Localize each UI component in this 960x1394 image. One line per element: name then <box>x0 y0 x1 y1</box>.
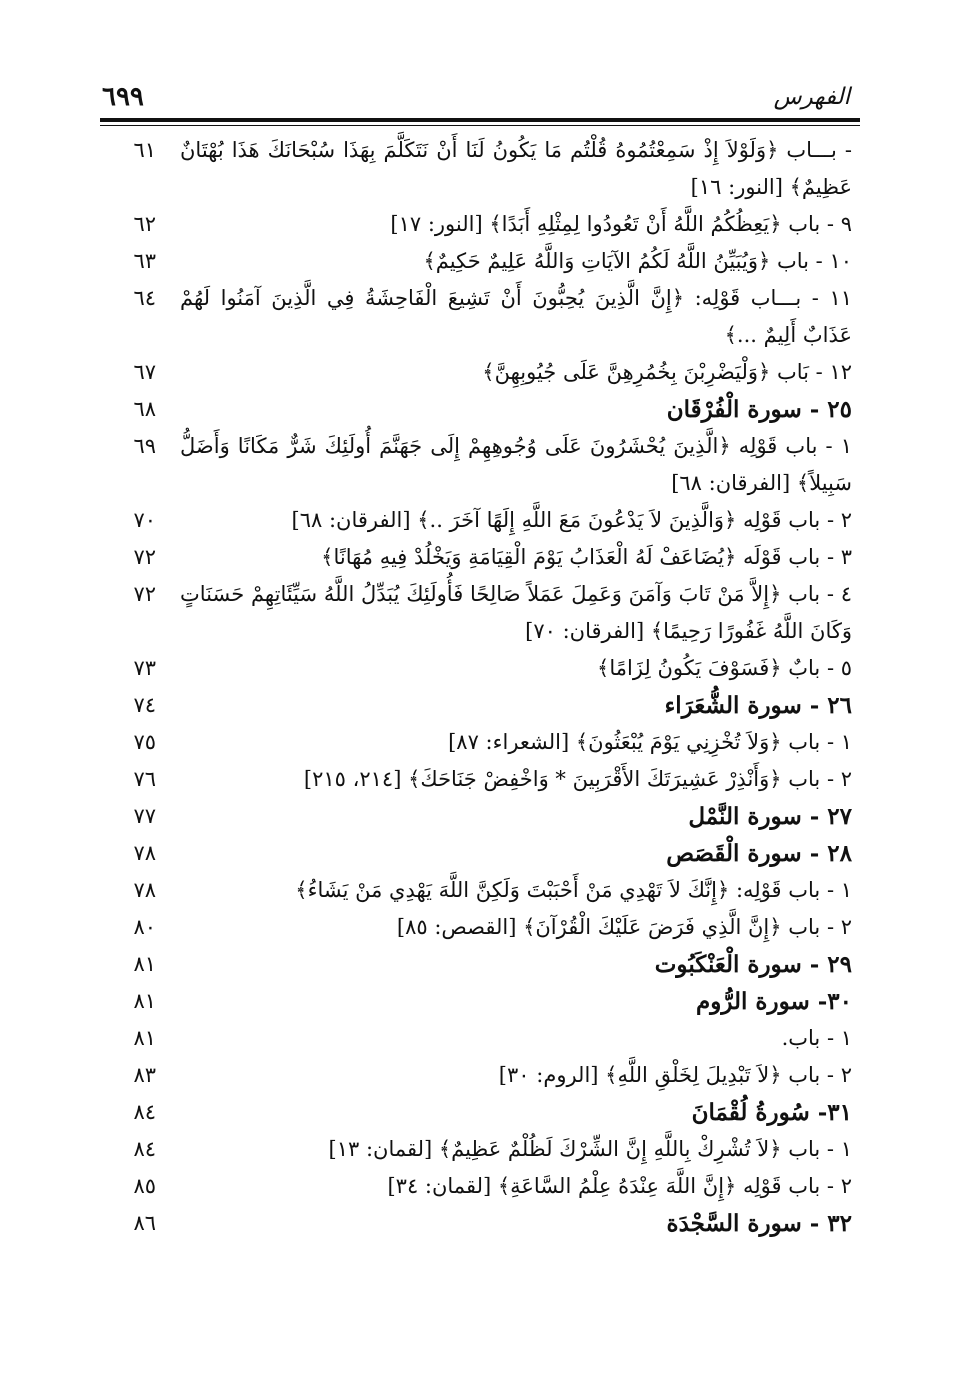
surah-heading-row <box>100 1205 860 1242</box>
index-entry-row <box>100 909 860 946</box>
entry-page-number: ٨٣ <box>133 1063 156 1087</box>
index-entry-row <box>100 1057 860 1094</box>
surah-heading-row <box>100 835 860 872</box>
index-entry-row <box>100 502 860 539</box>
entry-page-number: ٦٨ <box>133 397 156 421</box>
surah-heading-row <box>100 687 860 724</box>
entry-page-number: ٧٣ <box>133 656 156 680</box>
surah-heading-text: ٣٢ - سورة السَّجْدَة <box>666 1210 852 1237</box>
index-entry-row <box>100 243 860 280</box>
index-entry-row <box>100 872 860 909</box>
entry-page-number: ٦٤ <box>133 286 156 310</box>
surah-heading-row <box>100 391 860 428</box>
entry-text: ١٠ - باب ﴿وَيُبَيِّنُ اللَّهُ لَكُمُ الآيَاتِ وَاللَّهُ عَلِيمٌ حَكِيمٌ﴾ <box>423 249 852 273</box>
index-entries <box>100 132 860 1242</box>
entry-page-number: ٧٤ <box>133 693 156 717</box>
entry-text: ٢ - باب ﴿لاَ تَبْدِيلَ لِخَلْقِ اللَّهِ﴾ [الروم: ٣٠] <box>498 1063 852 1087</box>
entry-text: ١٢ - بَاب ﴿وَلْيَضْرِبْنَ بِخُمُرِهِنَّ عَلَى جُيُوبِهِنَّ﴾ <box>482 360 852 384</box>
index-entry-row <box>100 650 860 687</box>
entry-page-number: ٦٧ <box>133 360 156 384</box>
entry-text: ١ - باب قَوْلِه ﴿الَّذِينَ يُحْشَرُونَ عَلَى وُجُوهِهِمْ إِلَى جَهَنَّمَ أُولَئِكَ شَرٌّ مَكَانًا وَأَضَلُّ سَبِيلاً﴾ [الفرقان: ٦٨] <box>180 434 852 495</box>
index-entry-row <box>100 1020 860 1057</box>
entry-page-number: ٨٦ <box>133 1211 156 1235</box>
entry-page-number: ٦١ <box>133 138 156 162</box>
surah-heading-row <box>100 983 860 1020</box>
entry-page-number: ٧٥ <box>133 730 156 754</box>
entry-text: ٢ - باب ﴿وَأَنْذِرْ عَشِيرَتَكَ الأَقْرَبِينَ * وَاخْفِضْ جَنَاحَكَ﴾ [٢١٤، ٢١٥] <box>303 767 852 791</box>
index-entry-row <box>100 132 860 206</box>
surah-heading-row <box>100 1094 860 1131</box>
entry-page-number: ٧٨ <box>133 878 156 902</box>
index-entry-row <box>100 280 860 354</box>
surah-heading-text: ٣١- سُورةُ لُقْمَانَ <box>691 1099 852 1126</box>
entry-text: - بـــاب ﴿وَلَوْلاَ إِذْ سَمِعْتُمُوهُ قُلْتُم مَا يَكُونُ لَنَا أَنْ نَتَكَلَّمَ بِهَذَا سُبْحَانَكَ هَذَا بُهْتَانٌ عَظِيمٌ﴾ [النور: ١٦] <box>180 138 852 199</box>
surah-heading-row <box>100 946 860 983</box>
index-entry-row <box>100 1168 860 1205</box>
entry-page-number: ٨١ <box>133 1026 156 1050</box>
entry-page-number: ٨١ <box>133 989 156 1013</box>
entry-text: ٢ - باب قَوْلِه ﴿وَالَّذِينَ لاَ يَدْعُونَ مَعَ اللَّهِ إِلَهًا آخَرَ ..﴾ [الفرقان: ٦٨] <box>291 508 852 532</box>
index-entry-row <box>100 761 860 798</box>
entry-text: ١ - باب قَوْلِه: ﴿إِنَّكَ لاَ تَهْدِي مَنْ أَحْبَبْتَ وَلَكِنَّ اللَّهَ يَهْدِي مَنْ يَشَاءُ﴾ <box>295 878 852 902</box>
index-entry-row <box>100 206 860 243</box>
running-title: الفهرس <box>773 84 850 110</box>
surah-heading-row <box>100 798 860 835</box>
index-entry-row <box>100 576 860 650</box>
entry-page-number: ٧٠ <box>133 508 156 532</box>
entry-text: ٢ - باب ﴿إِنَّ الَّذِي فَرَضَ عَلَيْكَ الْقُرْآنَ﴾ [القصص: ٨٥] <box>396 915 852 939</box>
index-entry-row <box>100 1131 860 1168</box>
entry-page-number: ٨٤ <box>133 1100 156 1124</box>
entry-page-number: ٦٢ <box>133 212 156 236</box>
entry-page-number: ٧٧ <box>133 804 156 828</box>
entry-page-number: ٨٤ <box>133 1137 156 1161</box>
entry-page-number: ٨٥ <box>133 1174 156 1198</box>
entry-page-number: ٨١ <box>133 952 156 976</box>
entry-page-number: ٧٦ <box>133 767 156 791</box>
index-entry-row <box>100 354 860 391</box>
entry-page-number: ٧٢ <box>133 545 156 569</box>
index-entry-row <box>100 539 860 576</box>
entry-text: ٢ - باب قَوْلِه ﴿إِنَّ اللَّهَ عِنْدَهُ عِلْمُ السَّاعَةِ﴾ [لقمان: ٣٤] <box>387 1174 852 1198</box>
entry-text: ٤ - باب ﴿إِلاَّ مَنْ تَابَ وَآمَنَ وَعَمِلَ عَمَلاً صَالِحًا فَأُولَئِكَ يُبَدِّلُ اللَّهُ سَيِّئَاتِهِمْ حَسَنَاتٍ وَكَانَ اللَّهُ غَفُورًا رَحِيمًا﴾ [الفرقان: ٧٠] <box>180 582 852 643</box>
entry-page-number: ٧٨ <box>133 841 156 865</box>
running-header <box>100 82 860 116</box>
surah-heading-text: ٢٥ - سورة الْفُرْقَان <box>666 396 852 423</box>
surah-heading-text: ٢٩ - سورة الْعَنْكَبُوت <box>654 951 852 978</box>
surah-heading-text: ٢٨ - سورة الْقَصَص <box>666 840 852 867</box>
index-entry-row <box>100 428 860 502</box>
surah-heading-text: ٢٧ - سورة النَّمْل <box>688 803 852 830</box>
entry-page-number: ٧٢ <box>133 582 156 606</box>
entry-page-number: ٦٣ <box>133 249 156 273</box>
page-number: ٦٩٩ <box>102 82 144 112</box>
entry-page-number: ٨٠ <box>133 915 156 939</box>
entry-text: ١ - باب. <box>781 1026 852 1050</box>
entry-text: ٩ - باب ﴿يَعِظُكُمُ اللَّهُ أَنْ تَعُودُوا لِمِثْلِهِ أَبَدًا﴾ [النور: ١٧] <box>390 212 852 236</box>
entry-text: ١ - باب ﴿وَلاَ تُخْزِنِي يَوْمَ يُبْعَثُونَ﴾ [الشعراء: ٨٧] <box>448 730 852 754</box>
entry-page-number: ٦٩ <box>133 434 156 458</box>
surah-heading-text: ٢٦ - سورة الشُّعَرَاء <box>664 692 852 719</box>
index-entry-row <box>100 724 860 761</box>
surah-heading-text: ٣٠- سورة الرُّوم <box>695 988 852 1015</box>
header-rule-thick <box>100 118 860 122</box>
index-page <box>100 82 860 1242</box>
header-rule-thin <box>100 125 860 126</box>
entry-text: ١ - باب ﴿لاَ تُشْرِكْ بِاللَّهِ إِنَّ الشِّرْكَ لَظُلْمٌ عَظِيمٌ﴾ [لقمان: ١٣] <box>328 1137 852 1161</box>
entry-text: ٥ - بابٌ ﴿فَسَوْفَ يَكُونُ لِزَامًا﴾ <box>597 656 852 680</box>
entry-text: ١١ - بـــاب قَوْلِه: ﴿إِنَّ الَّذِينَ يُحِبُّونَ أَنْ تَشِيعَ الْفَاحِشَةُ فِي الَّذِينَ آمَنُوا لَهُمْ عَذَابٌ أَلِيمٌ ...﴾ <box>180 286 852 347</box>
entry-text: ٣ - باب قَوْلَه ﴿يُضَاعَفْ لَهُ الْعَذَابُ يَوْمَ الْقِيَامَةِ وَيَخْلُدْ فِيهِ مُهَانًا﴾ <box>321 545 852 569</box>
